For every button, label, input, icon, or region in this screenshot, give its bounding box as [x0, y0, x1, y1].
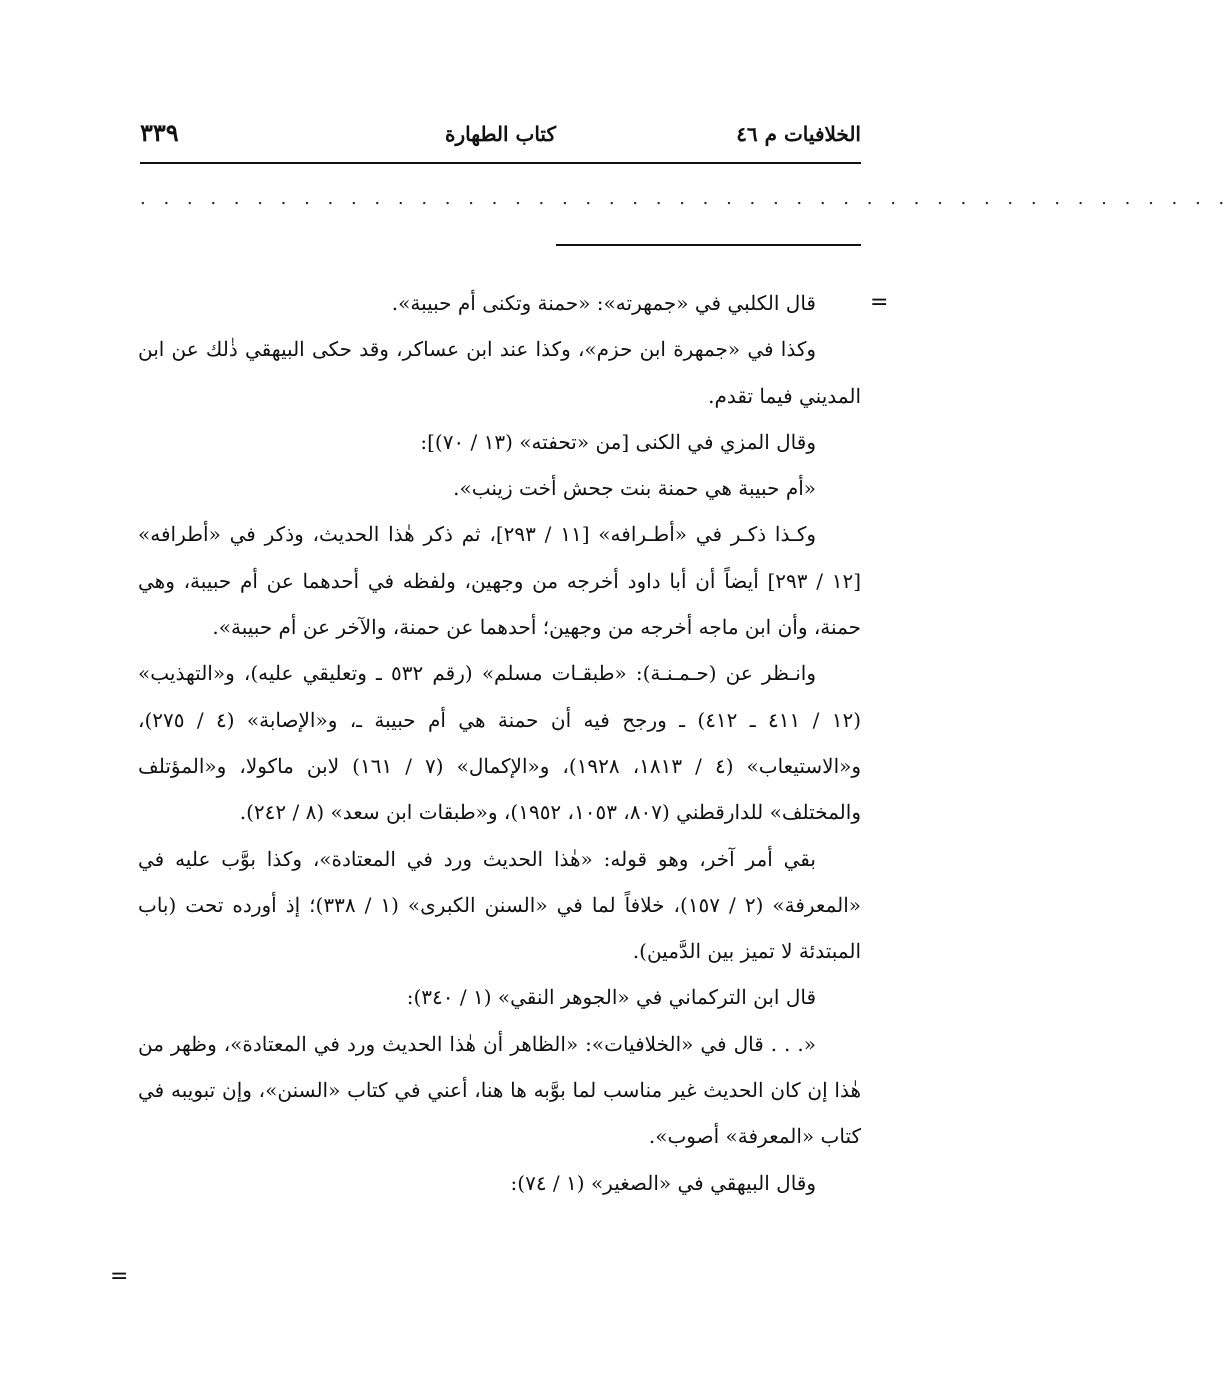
dotted-separator: . . . . . . . . . . . . . . . . . . . . . . . . . . . . . . . . . . . . . . . . . . . . . . .	[140, 188, 1230, 209]
continuation-mark-bottom: =	[110, 1264, 129, 1289]
footnote-rule	[556, 244, 861, 246]
paragraph: وانـظر عن (حـمـنـة): «طبقـات مسلم» (رقم ٥٣٢ ـ وتعليقي عليه)، و«التهذيب» (١٢ / ٤١١ ـ ٤١٢) ـ ورجح فيه أن حمنة هي أم حبيبة ـ، و«الإصابة» (٤ / ٢٧٥)، و«الاستيعاب» (٤ / ١٨١٣، ١٩٢٨)، و«الإكمال» (٧ / ١٦١) لابن ماكولا، و«المؤتلف والمختلف» للدارقطني (٨٠٧، ١٠٥٣، ١٩٥٢)، و«طبقات ابن سعد» (٨ / ٢٤٢).	[138, 661, 862, 825]
paragraph: وقال البيهقي في «الصغير» (١ / ٧٤):	[510, 1170, 816, 1195]
paragraph: قال ابن التركماني في «الجوهر النقي» (١ / ٣٤٠):	[406, 985, 816, 1010]
paragraph: بقي أمر آخر، وهو قوله: «هٰذا الحديث ورد في المعتادة»، وكذا بوَّب عليه في «المعرفة» (٢ / ١٥٧)، خلافاً لما في «السنن الكبرى» (١ / ٣٣٨)؛ إذ أورده تحت (باب المبتدئة لا تميز بين الدَّمين).	[138, 846, 862, 964]
header-rule	[140, 162, 861, 164]
header-chapter-title: كتاب الطهارة	[445, 122, 556, 146]
paragraph: وكـذا ذكـر في «أطـرافه» [١١ / ٢٩٣]، ثم ذكر هٰذا الحديث، وذكر في «أطرافه» [١٢ / ٢٩٣] أيضاً أن أبا داود أخرجه من وجهين، ولفظه في أحدهما عن أم حبيبة، وهي حمنة، وأن ابن ماجه أخرجه من وجهين؛ أحدهما عن حمنة، والآخر عن أم حبيبة».	[138, 522, 861, 640]
continuation-mark-top: =	[870, 290, 889, 315]
paragraph: «. . . قال في «الخلافيات»: «الظاهر أن هٰذا الحديث ورد في المعتادة»، وظهر من هٰذا إن كان الحديث غير مناسب لما بوَّبه ها هنا، أعني في كتاب «السنن»، وإن تبويبه في كتاب «المعرفة» أصوب».	[138, 1031, 861, 1149]
running-header	[140, 118, 861, 158]
footnote-body	[138, 280, 861, 1206]
paragraph: «أم حبيبة هي حمنة بنت جحش أخت زينب».	[453, 476, 816, 501]
page-number: ٣٣٩	[140, 118, 179, 147]
paragraph: قال الكلبي في «جمهرته»: «حمنة وتكنى أم حبيبة».	[391, 291, 816, 315]
paragraph: وكذا في «جمهرة ابن حزم»، وكذا عند ابن عساكر، وقد حكى البيهقي ذٰلك عن ابن المديني فيما تقدم.	[138, 337, 861, 408]
header-book-volume: الخلافيات م ٤٦	[736, 122, 861, 146]
paragraph: وقال المزي في الكنى [من «تحفته» (١٣ / ٧٠)]:	[420, 429, 816, 454]
